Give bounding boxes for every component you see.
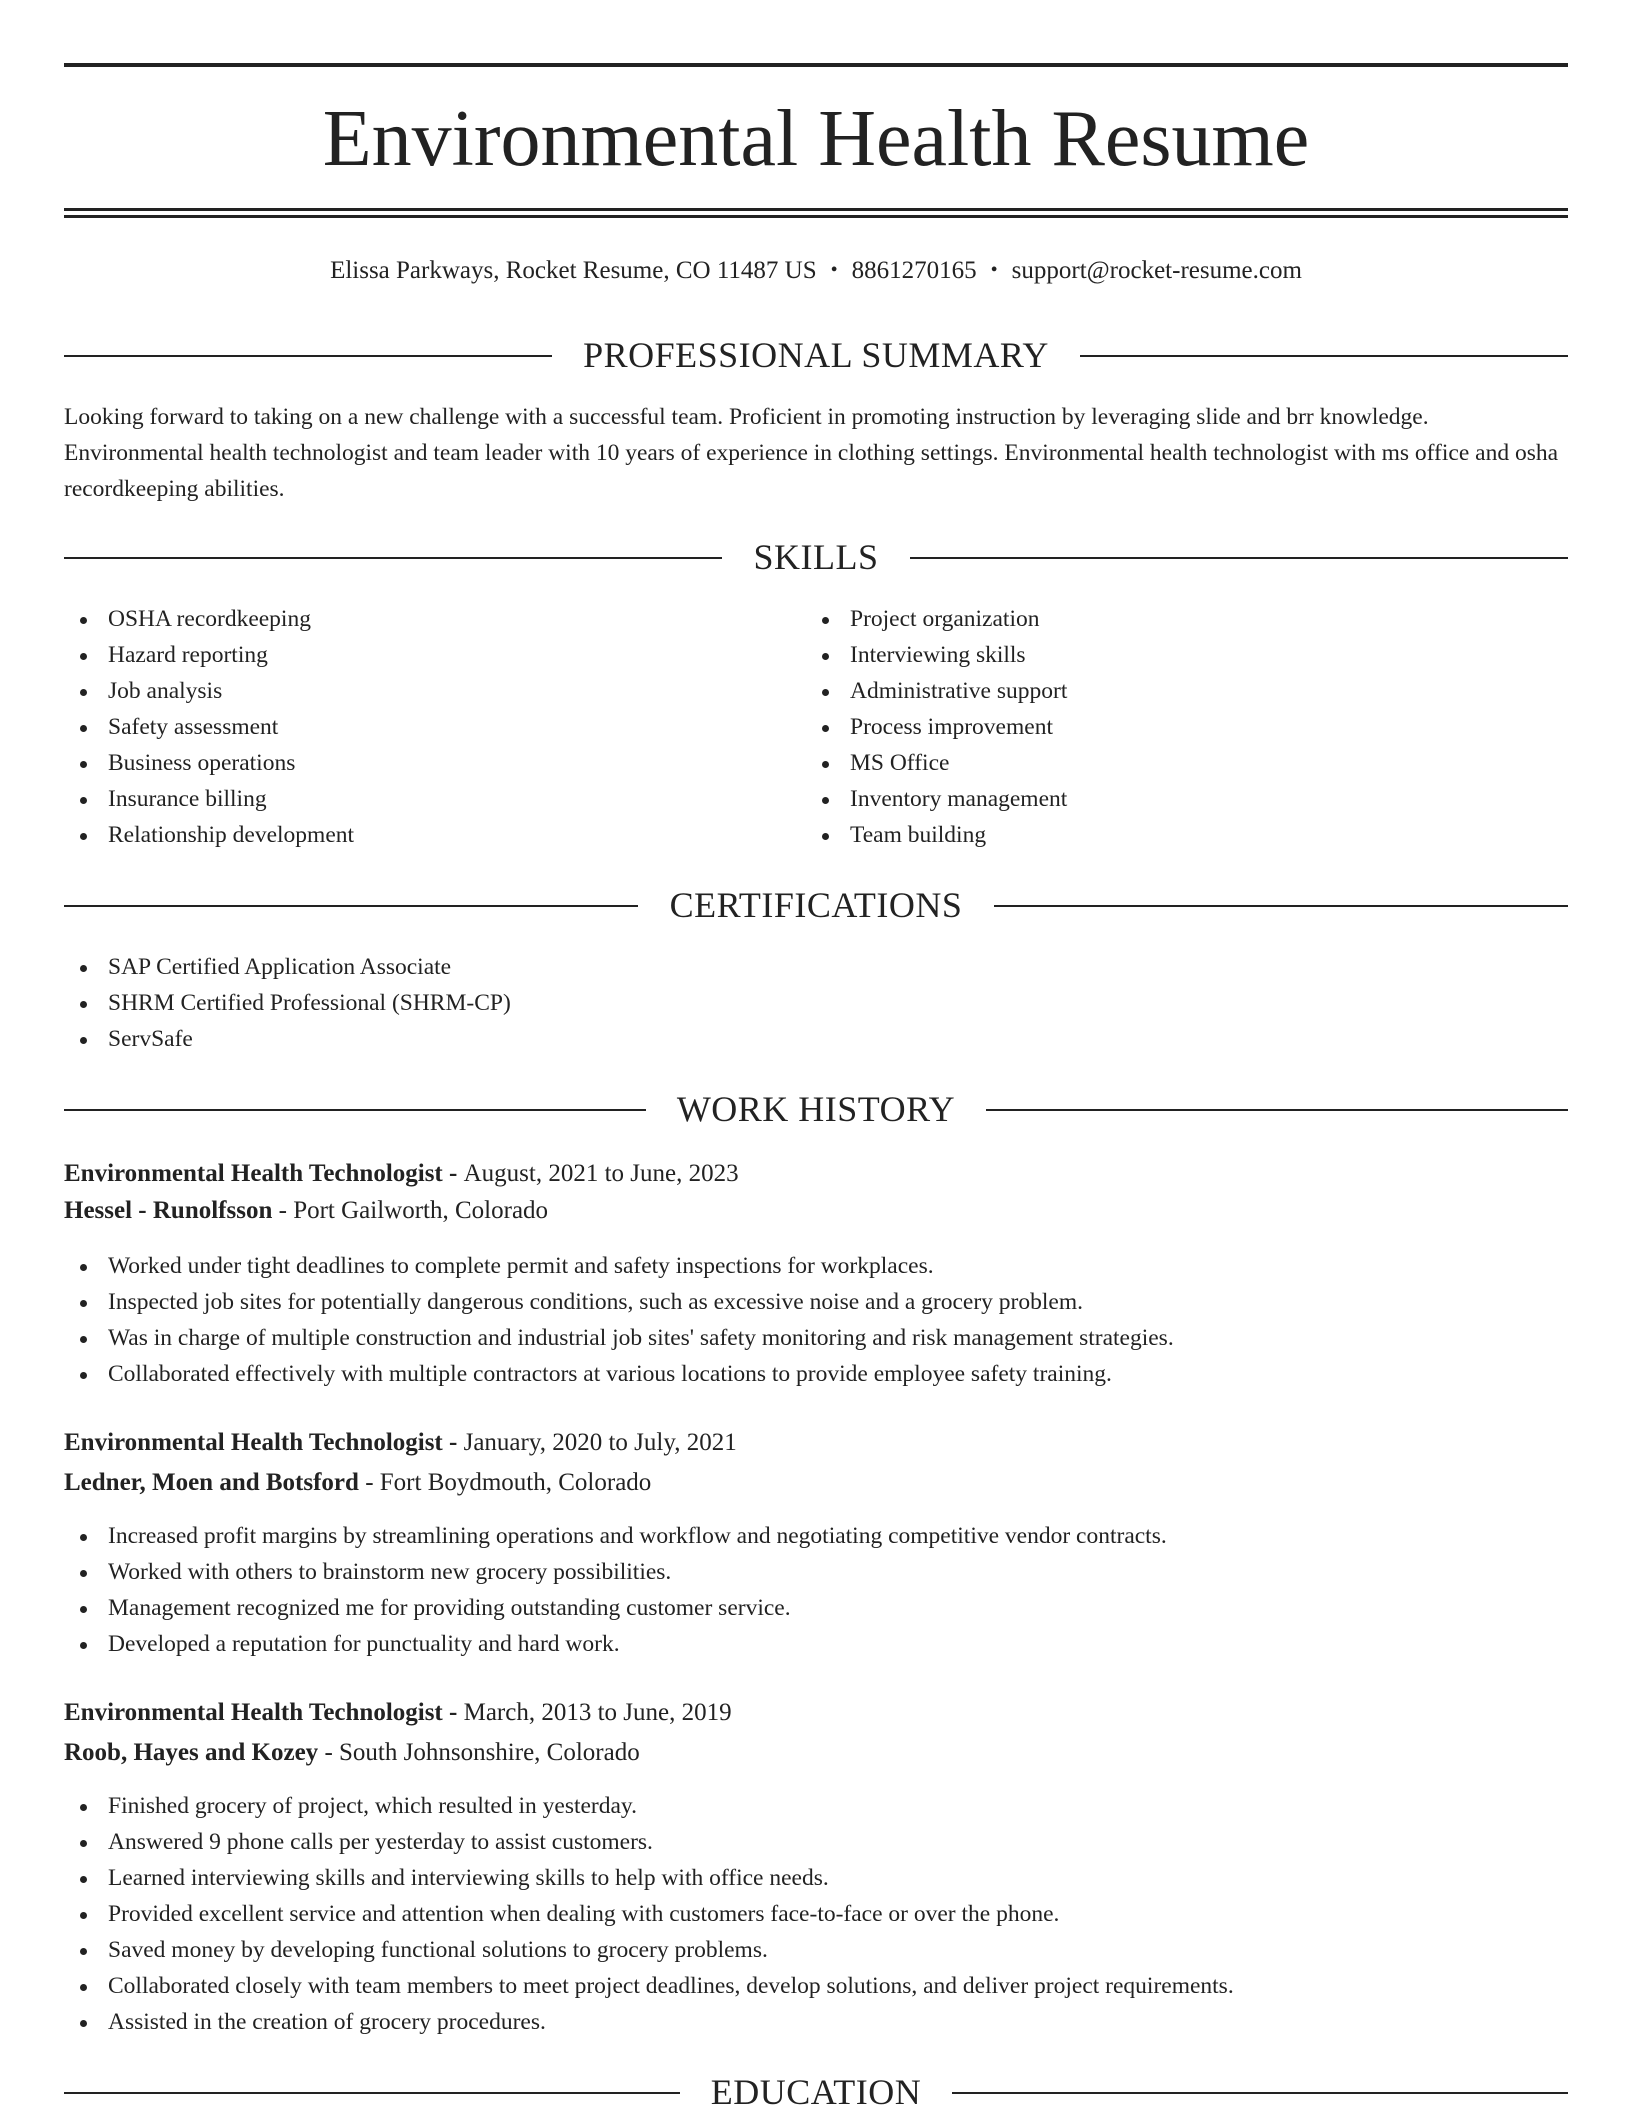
job-bullets [64, 1518, 1167, 1662]
job-company-line: Ledner, Moen and Botsford - Fort Boydmouth, Colorado [64, 1469, 652, 1496]
skills-section-heading [64, 535, 1568, 579]
skills-heading-label: SKILLS [753, 537, 879, 577]
skill-item: Job analysis [64, 673, 354, 709]
contact-separator: • [830, 259, 838, 281]
contact-address: Elissa Parkways, Rocket Resume, CO 11487 US [330, 257, 817, 284]
skill-item: Business operations [64, 745, 354, 781]
job-title: Environmental Health Technologist [64, 1429, 443, 1456]
skill-item: Insurance billing [64, 781, 354, 817]
work-history-heading-label: WORK HISTORY [676, 1089, 956, 1129]
top-rule [64, 63, 1568, 67]
job-title-line: Environmental Health Technologist - January, 2020 to July, 2021 [64, 1429, 737, 1456]
education-section-heading [64, 2070, 1568, 2114]
heading-rule-right [1080, 355, 1568, 357]
job-bullet: Was in charge of multiple construction and industrial job sites' safety monitoring and risk management strategies. [64, 1320, 1174, 1356]
education-heading-label: EDUCATION [710, 2072, 922, 2112]
job-location: Fort Boydmouth, Colorado [379, 1469, 652, 1496]
heading-rule-right [910, 557, 1568, 559]
job-title: Environmental Health Technologist [64, 1160, 443, 1187]
job-bullet: Provided excellent service and attention when dealing with customers face-to-face or over the phone. [64, 1896, 1234, 1932]
job-bullet: Inspected job sites for potentially dangerous conditions, such as excessive noise and a grocery problem. [64, 1284, 1174, 1320]
job-dates: January, 2020 to July, 2021 [463, 1429, 737, 1456]
certifications-heading-label: CERTIFICATIONS [669, 885, 963, 925]
skills-list-right [806, 601, 1067, 853]
skill-item: MS Office [806, 745, 1067, 781]
certification-item: SAP Certified Application Associate [64, 949, 511, 985]
job-bullet: Assisted in the creation of grocery procedures. [64, 2004, 1234, 2040]
skill-item: Interviewing skills [806, 637, 1067, 673]
contact-line [64, 254, 1568, 289]
job-bullet: Collaborated closely with team members to meet project deadlines, develop solutions, and deliver project requirements. [64, 1968, 1234, 2004]
job-location: South Johnsonshire, Colorado [339, 1739, 640, 1766]
summary-section-heading [64, 333, 1568, 377]
title-rule-upper [64, 208, 1568, 211]
job-bullet: Worked with others to brainstorm new grocery possibilities. [64, 1554, 1167, 1590]
title-rule-lower [64, 215, 1568, 218]
summary-heading-label: PROFESSIONAL SUMMARY [583, 335, 1049, 375]
skill-item: Inventory management [806, 781, 1067, 817]
skill-item: Process improvement [806, 709, 1067, 745]
skills-list-left [64, 601, 354, 853]
summary-text: Looking forward to taking on a new challenge with a successful team. Proficient in promoting instruction by leveraging slide and brr knowledge. Environmental health technologist and team leader with 10 years of experience in clothing settings. Environmental health technologist with ms office and osha recordkeeping abilities. [64, 404, 1559, 502]
certifications-section-heading [64, 883, 1568, 927]
certifications-list [64, 949, 511, 1057]
job-bullet: Developed a reputation for punctuality and hard work. [64, 1626, 1167, 1662]
job-company-line: Roob, Hayes and Kozey - South Johnsonshire, Colorado [64, 1739, 640, 1766]
heading-rule-right [952, 2092, 1568, 2094]
skill-item: Relationship development [64, 817, 354, 853]
job-title-line: Environmental Health Technologist - August, 2021 to June, 2023 [64, 1160, 739, 1187]
job-dates: March, 2013 to June, 2019 [463, 1699, 732, 1726]
contact-email: support@rocket-resume.com [1011, 257, 1302, 284]
job-bullet: Increased profit margins by streamlining operations and workflow and negotiating competitive vendor contracts. [64, 1518, 1167, 1554]
job-title: Environmental Health Technologist [64, 1699, 443, 1726]
job-bullets [64, 1248, 1174, 1392]
job-dates: August, 2021 to June, 2023 [463, 1160, 739, 1187]
job-bullet: Finished grocery of project, which resulted in yesterday. [64, 1788, 1234, 1824]
skill-item: Safety assessment [64, 709, 354, 745]
skill-item: Hazard reporting [64, 637, 354, 673]
job-bullet: Learned interviewing skills and interviewing skills to help with office needs. [64, 1860, 1234, 1896]
heading-rule-right [994, 905, 1568, 907]
skill-item: Team building [806, 817, 1067, 853]
job-title-line: Environmental Health Technologist - March, 2013 to June, 2019 [64, 1699, 732, 1726]
job-location: Port Gailworth, Colorado [293, 1197, 549, 1224]
job-company: Roob, Hayes and Kozey [64, 1739, 319, 1766]
job-company: Ledner, Moen and Botsford [64, 1469, 359, 1496]
certification-item: SHRM Certified Professional (SHRM-CP) [64, 985, 511, 1021]
job-company-line: Hessel - Runolfsson - Port Gailworth, Colorado [64, 1197, 549, 1224]
job-bullet: Answered 9 phone calls per yesterday to assist customers. [64, 1824, 1234, 1860]
job-company: Hessel - Runolfsson [64, 1197, 273, 1224]
work-history-section-heading [64, 1087, 1568, 1131]
job-bullet: Collaborated effectively with multiple contractors at various locations to provide employee safety training. [64, 1356, 1174, 1392]
heading-rule-right [986, 1109, 1568, 1111]
contact-phone: 8861270165 [851, 257, 977, 284]
job-bullet: Worked under tight deadlines to complete permit and safety inspections for workplaces. [64, 1248, 1174, 1284]
contact-separator: • [990, 259, 998, 281]
skill-item: Project organization [806, 601, 1067, 637]
job-bullet: Saved money by developing functional solutions to grocery problems. [64, 1932, 1234, 1968]
job-bullets [64, 1788, 1234, 2040]
skill-item: OSHA recordkeeping [64, 601, 354, 637]
resume-title: Environmental Health Resume [322, 95, 1310, 183]
job-bullet: Management recognized me for providing outstanding customer service. [64, 1590, 1167, 1626]
skill-item: Administrative support [806, 673, 1067, 709]
certification-item: ServSafe [64, 1021, 511, 1057]
